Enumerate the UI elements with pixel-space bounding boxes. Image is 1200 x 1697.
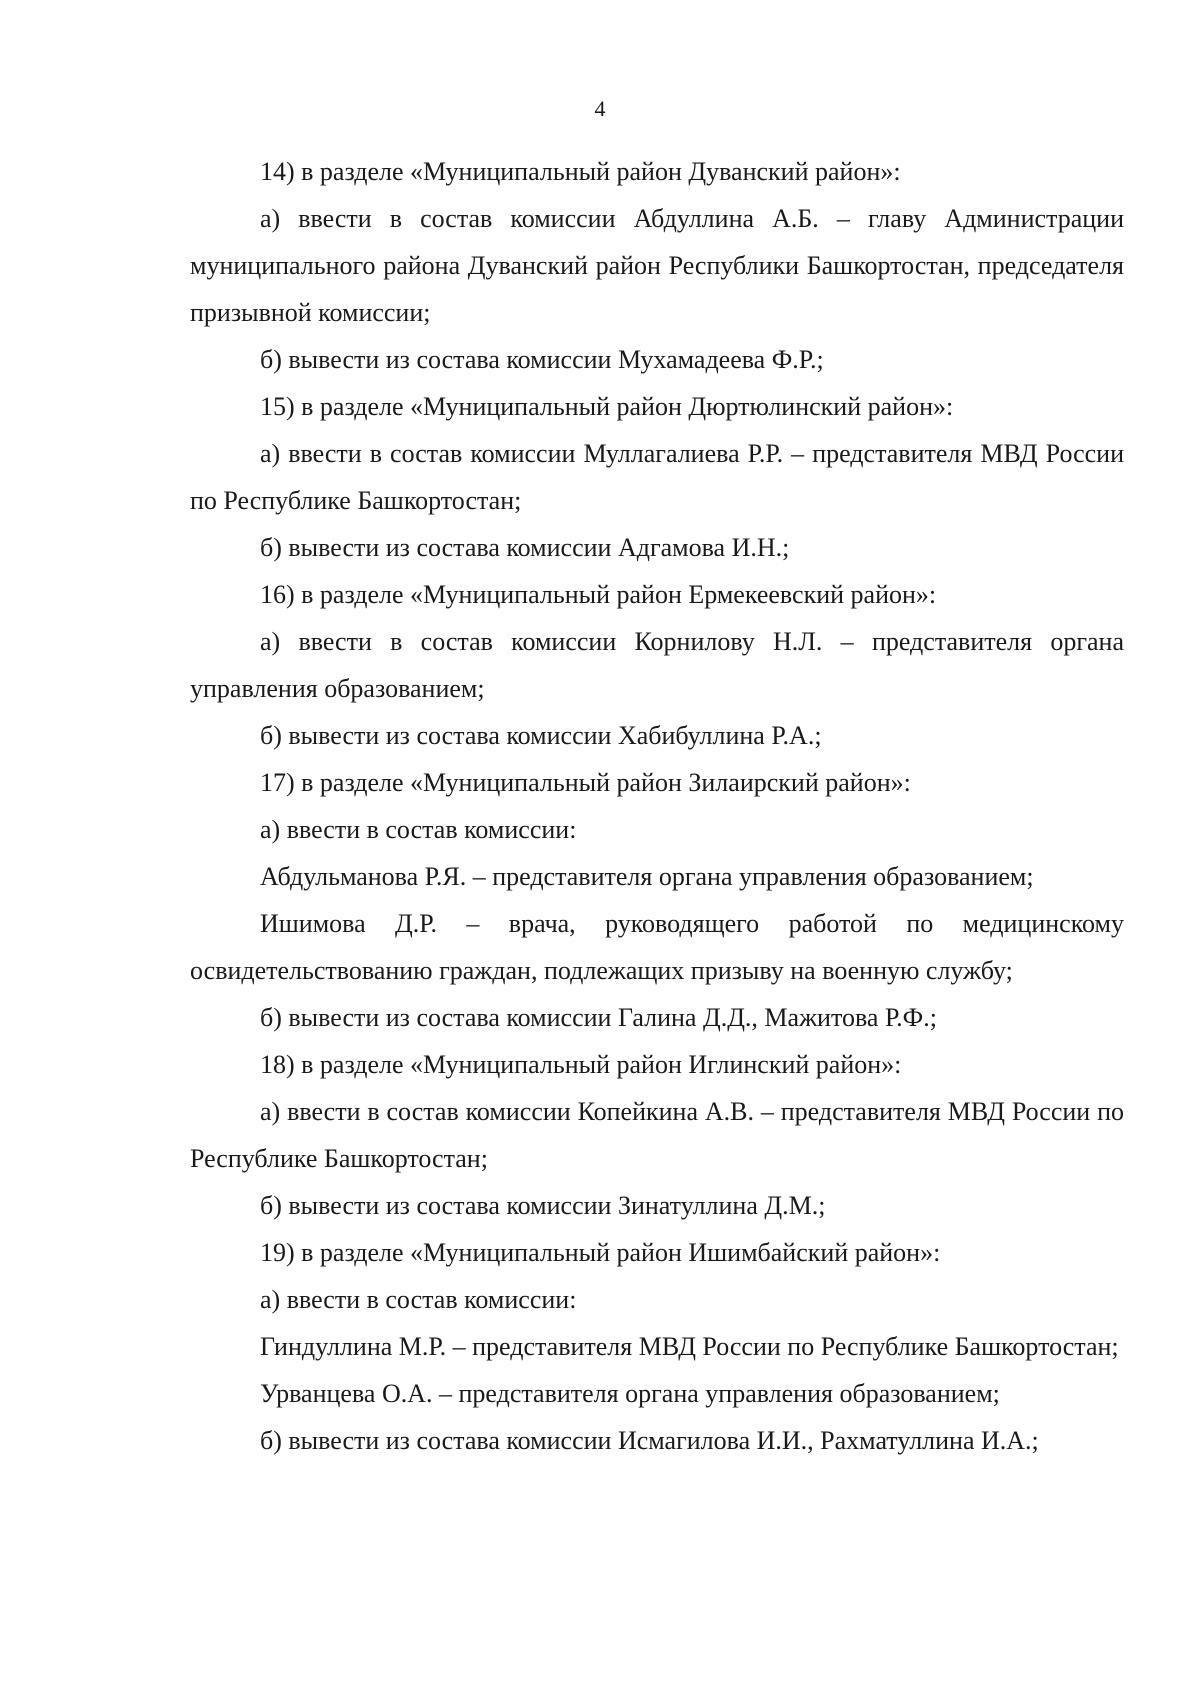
paragraph-17a-item-2: Ишимова Д.Р. – врача, руководящего работой по медицинскому освидетельствованию граждан, подлежащих призыву на военную службу;	[190, 909, 1124, 985]
paragraph-18a: а) ввести в состав комиссии Копейкина А.В. – представителя МВД России по Республике Башкортостан;	[190, 1097, 1124, 1173]
paragraph-19-heading: 19) в разделе «Муниципальный район Ишимбайский район»:	[260, 1238, 941, 1267]
paragraph-16a: а) ввести в состав комиссии Корнилову Н.Л. – представителя органа управления образованием;	[190, 627, 1124, 703]
paragraph-18-heading: 18) в разделе «Муниципальный район Иглинский район»:	[260, 1050, 902, 1079]
paragraph-19a-item-2: Урванцева О.А. – представителя органа управления образованием;	[260, 1379, 1000, 1408]
document-body	[190, 148, 1124, 1464]
paragraph-17a-item-1: Абдульманова Р.Я. – представителя органа управления образованием;	[260, 862, 1034, 891]
paragraph-16b: б) вывести из состава комиссии Хабибуллина Р.А.;	[260, 721, 822, 750]
paragraph-14b: б) вывести из состава комиссии Мухамадеева Ф.Р.;	[260, 345, 824, 374]
paragraph-19b: б) вывести из состава комиссии Исмагилова И.И., Рахматуллина И.А.;	[260, 1426, 1039, 1455]
paragraph-14-heading: 14) в разделе «Муниципальный район Дуванский район»:	[260, 157, 901, 186]
paragraph-18b: б) вывести из состава комиссии Зинатуллина Д.М.;	[260, 1191, 826, 1220]
paragraph-15-heading: 15) в разделе «Муниципальный район Дюртюлинский район»:	[260, 392, 954, 421]
paragraph-19a-item-1: Гиндуллина М.Р. – представителя МВД России по Республике Башкортостан;	[260, 1332, 1119, 1361]
paragraph-17-heading: 17) в разделе «Муниципальный район Зилаирский район»:	[260, 768, 911, 797]
paragraph-17b: б) вывести из состава комиссии Галина Д.Д., Мажитова Р.Ф.;	[260, 1003, 937, 1032]
paragraph-15b: б) вывести из состава комиссии Адгамова И.Н.;	[260, 533, 790, 562]
paragraph-17a: а) ввести в состав комиссии:	[260, 815, 577, 844]
paragraph-16-heading: 16) в разделе «Муниципальный район Ермекеевский район»:	[260, 580, 937, 609]
paragraph-14a: а) ввести в состав комиссии Абдуллина А.Б. – главу Администрации муниципального района Дуванский район Республики Башкортостан, председателя призывной комиссии;	[190, 204, 1124, 327]
paragraph-15a: а) ввести в состав комиссии Муллагалиева Р.Р. – представителя МВД России по Республике Башкортостан;	[190, 439, 1124, 515]
paragraph-19a: а) ввести в состав комиссии:	[260, 1285, 577, 1314]
page-number: 4	[594, 96, 606, 121]
